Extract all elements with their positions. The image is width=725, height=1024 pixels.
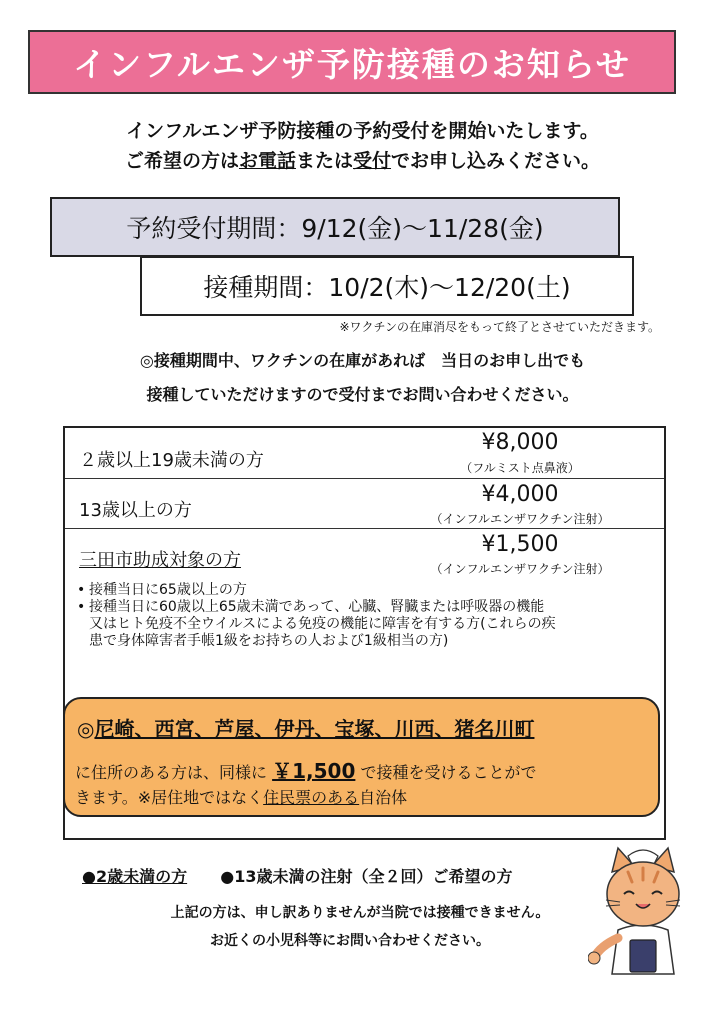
vaccination-period-box xyxy=(140,256,634,316)
regional-text: に住所のある方は、同様に xyxy=(75,763,268,782)
bottom-line-2: お近くの小児科等にお問い合わせください。 xyxy=(210,933,490,949)
regional-mark: ◎ xyxy=(77,717,95,741)
stock-note: ※ワクチンの在庫消尽をもって終了とさせていただきます。 xyxy=(339,320,660,334)
regional-box xyxy=(63,697,660,817)
price-note: （インフルエンザワクチン注射） xyxy=(430,512,610,526)
list-item: • 接種当日に60歳以上65歳未満であって、心臓、腎臓または呼吸器の機能又はヒト免疫不全ウイルスによる免疫の機能に障害を有する方(これらの疾患で身体障害者手帳1級をお持ちの人および1級相当の方) xyxy=(77,599,556,649)
price-note: （フルミスト点鼻液） xyxy=(460,461,580,475)
eligibility-text: 接種当日に60歳以上65歳未満であって、心臓、腎臓または呼吸器の機能又はヒト免疫不全ウイルスによる免疫の機能に障害を有する方(これらの疾患で身体障害者手帳1級をお持ちの人および1級相当の方) xyxy=(89,599,556,649)
regional-line-1 xyxy=(75,755,536,784)
row-divider xyxy=(65,528,664,529)
intro-line-2 xyxy=(0,146,725,173)
price-value: ¥1,500 xyxy=(481,532,559,557)
list-item: • 接種当日に65歳以上の方 xyxy=(77,582,247,598)
regional-line-2 xyxy=(75,785,407,808)
intro-text: ご希望の方は xyxy=(124,150,239,172)
notice-line-2: 接種していただけますので受付までお問い合わせください。 xyxy=(146,385,579,404)
title-banner xyxy=(28,30,676,94)
bottom-head-1: ●2歳未満の方 xyxy=(82,867,188,886)
regional-head xyxy=(77,713,534,742)
regional-price: ￥1,500 xyxy=(272,759,356,783)
notice-line-1: ◎接種期間中、ワクチンの在庫があれば 当日のお申し出でも xyxy=(139,351,586,370)
intro-text: または xyxy=(295,150,353,172)
eligibility-list xyxy=(77,582,557,650)
intro-text: でお申し込みください。 xyxy=(391,150,601,172)
reservation-period: 予約受付期間：9/12(金)～11/28(金) xyxy=(126,214,544,243)
price-note: （インフルエンザワクチン注射） xyxy=(430,562,610,576)
intro-line-1: インフルエンザ予防接種の予約受付を開始いたします。 xyxy=(126,120,599,142)
regional-text: で接種を受けることがで xyxy=(360,763,537,782)
price-row-label: ２歳以上19歳未満の方 xyxy=(79,450,264,471)
regional-text: 自治体 xyxy=(359,788,408,807)
page-title: インフルエンザ予防接種のお知らせ xyxy=(73,44,631,84)
bottom-head-2: ●13歳未満の注射（全２回）ご希望の方 xyxy=(220,867,513,886)
eligibility-text: 接種当日に65歳以上の方 xyxy=(89,582,247,598)
bottom-line-1: 上記の方は、申し訳ありませんが当院では接種できません。 xyxy=(170,905,550,921)
row-divider xyxy=(65,478,664,479)
regional-cities: 尼崎、西宮、芦屋、伊丹、宝塚、川西、猪名川町 xyxy=(94,717,535,741)
price-row-label: 三田市助成対象の方 xyxy=(79,550,241,571)
vaccination-period: 接種期間：10/2(木)～12/20(土) xyxy=(203,273,571,302)
price-value: ¥8,000 xyxy=(481,430,559,455)
regional-residence: 住民票のある xyxy=(263,788,360,807)
bottom-heads xyxy=(82,864,513,887)
intro-phone: お電話 xyxy=(238,150,296,172)
cat-nurse-icon xyxy=(588,842,698,982)
price-row-label: 13歳以上の方 xyxy=(79,500,192,521)
regional-text: きます。※居住地ではなく xyxy=(75,788,264,807)
price-value: ¥4,000 xyxy=(481,482,559,507)
intro-reception: 受付 xyxy=(353,150,392,172)
reservation-period-box xyxy=(50,197,620,257)
